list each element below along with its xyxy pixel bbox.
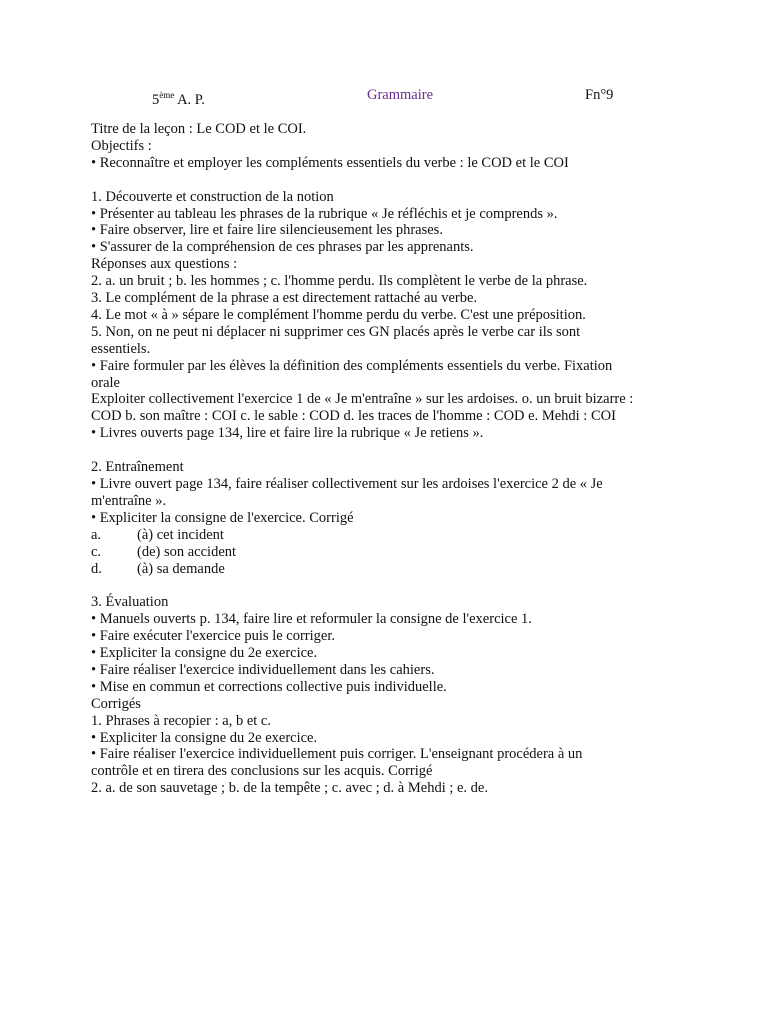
bullet-item: • Expliciter la consigne du 2e exercice. xyxy=(91,729,318,746)
exercise-text-continued: COD b. son maître : COI c. le sable : COD d. les traces de l'homme : COD e. Mehdi : COI xyxy=(91,408,616,425)
bullet-item: • Faire formuler par les élèves la définition des compléments essentiels du verbe. Fixation xyxy=(91,357,613,374)
answer-row xyxy=(91,527,731,544)
corriges-label: Corrigés xyxy=(91,695,141,712)
lesson-title: Titre de la leçon : Le COD et le COI. xyxy=(91,121,307,137)
bullet-item-continued: contrôle et en tirera des conclusions sur les acquis. Corrigé xyxy=(91,763,433,780)
answer-item: 5. Non, on ne peut ni déplacer ni supprimer ces GN placés après le verbe car ils sont xyxy=(91,323,581,340)
bullet-item: • Livre ouvert page 134, faire réaliser collectivement sur les ardoises l'exercice 2 de « Je xyxy=(91,476,603,492)
class-level-superscript: ème xyxy=(159,90,175,100)
corrige-item: 2. a. de son sauvetage ; b. de la tempête ; c. avec ; d. à Mehdi ; e. de. xyxy=(91,780,488,797)
section-heading: 2. Entraînement xyxy=(91,459,184,476)
objectives-label: Objectifs : xyxy=(91,137,152,154)
bullet-item: • S'assurer de la compréhension de ces phrases par les apprenants. xyxy=(91,239,474,256)
answer-key: a. xyxy=(91,526,102,543)
bullet-item: • Livres ouverts page 134, lire et faire lire la rubrique « Je retiens ». xyxy=(91,425,484,442)
class-level-number: 5 xyxy=(152,92,160,108)
answer-text: (à) sa demande xyxy=(137,560,225,577)
section-heading: 1. Découverte et construction de la notion xyxy=(91,188,334,205)
bullet-item: • Présenter au tableau les phrases de la rubrique « Je réfléchis et je comprends ». xyxy=(91,205,558,222)
sheet-number: Fn°9 xyxy=(585,87,614,103)
bullet-item: • Faire observer, lire et faire lire silencieusement les phrases. xyxy=(91,222,443,239)
spacer xyxy=(91,172,731,189)
class-level-suffix: A. P. xyxy=(174,92,205,108)
corrige-item: 1. Phrases à recopier : a, b et c. xyxy=(91,712,271,729)
bullet-item: • Mise en commun et corrections collective puis individuelle. xyxy=(91,678,447,695)
answer-text: (à) cet incident xyxy=(137,526,224,543)
answer-item-continued: essentiels. xyxy=(91,340,151,357)
answer-item: 2. a. un bruit ; b. les hommes ; c. l'homme perdu. Ils complètent le verbe de la phrase. xyxy=(91,273,588,290)
bullet-item: • Expliciter la consigne de l'exercice. Corrigé xyxy=(91,509,354,526)
bullet-item: • Expliciter la consigne du 2e exercice. xyxy=(91,645,318,662)
answer-row xyxy=(91,561,731,578)
answers-label: Réponses aux questions : xyxy=(91,256,238,273)
bullet-item-continued: orale xyxy=(91,374,120,391)
bullet-item-continued: m'entraîne ». xyxy=(91,492,167,509)
subject-title: Grammaire xyxy=(367,87,434,103)
section-heading: 3. Évaluation xyxy=(91,594,169,611)
spacer xyxy=(91,442,731,459)
exercise-text: Exploiter collectivement l'exercice 1 de « Je m'entraîne » sur les ardoises. o. un bruit bizarre : xyxy=(91,391,634,408)
answer-item: 3. Le complément de la phrase a est directement rattaché au verbe. xyxy=(91,290,478,307)
answer-row xyxy=(91,544,731,561)
bullet-item: • Faire réaliser l'exercice individuellement puis corriger. L'enseignant procédera à un xyxy=(91,746,583,763)
document-body xyxy=(91,121,731,797)
answer-key: c. xyxy=(91,543,102,560)
bullet-item: • Faire réaliser l'exercice individuellement dans les cahiers. xyxy=(91,661,435,678)
bullet-item: • Faire exécuter l'exercice puis le corriger. xyxy=(91,628,335,645)
answer-text: (de) son accident xyxy=(137,543,237,560)
objective-item: • Reconnaître et employer les compléments essentiels du verbe : le COD et le COI xyxy=(91,154,569,171)
spacer xyxy=(91,577,731,594)
bullet-item: • Manuels ouverts p. 134, faire lire et reformuler la consigne de l'exercice 1. xyxy=(91,611,532,628)
answer-key: d. xyxy=(91,560,102,577)
answer-item: 4. Le mot « à » sépare le complément l'homme perdu du verbe. C'est une préposition. xyxy=(91,306,586,323)
class-level xyxy=(152,86,205,109)
